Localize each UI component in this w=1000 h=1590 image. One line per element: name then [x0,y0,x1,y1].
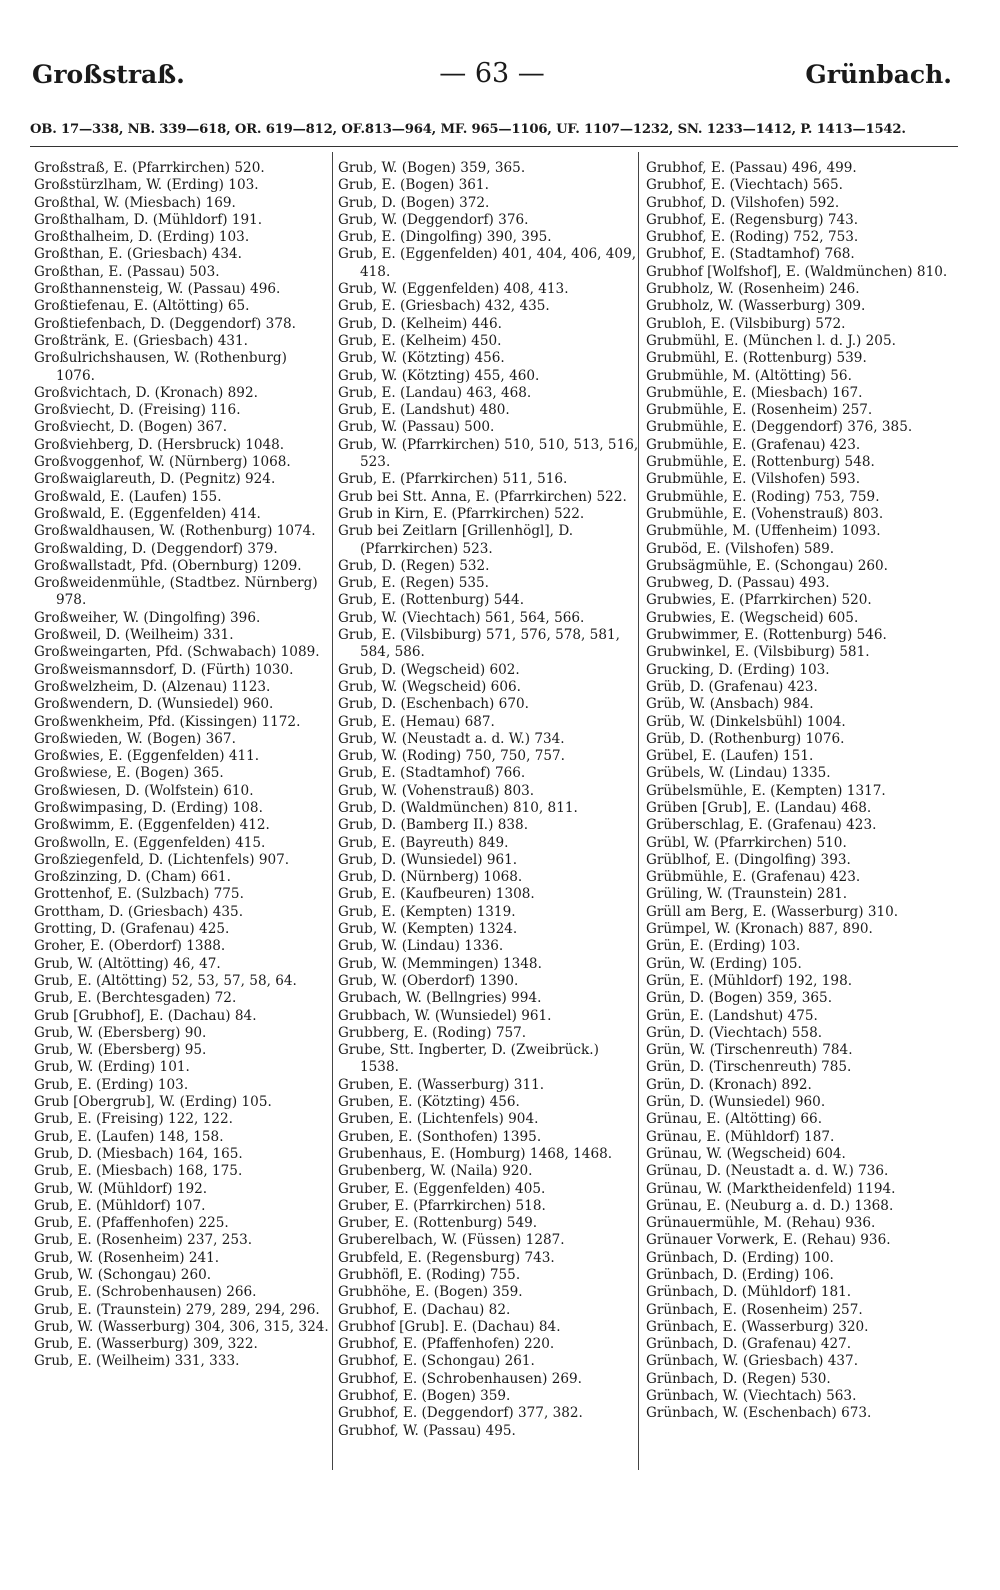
gazetteer-entry: Grüb, W. (Dinkelsbühl) 1004. [646,713,846,730]
gazetteer-entry: Grub, E. (Stadtamhof) 766. [338,765,526,782]
gazetteer-entry: Grub, D. (Wegscheid) 602. [338,661,520,678]
gazetteer-entry: Grub, W. (Erding) 101. [34,1059,190,1076]
gazetteer-entry: Grubmühl, E. (Rottenburg) 539. [646,350,867,367]
gazetteer-entry: Grünbach, W. (Eschenbach) 673. [646,1405,872,1422]
gazetteer-entry: Gruben, E. (Sonthofen) 1395. [338,1128,542,1145]
gazetteer-entry: Gruben, E. (Lichtenfels) 904. [338,1111,539,1128]
gazetteer-entry: Grünbach, W. (Griesbach) 437. [646,1353,859,1370]
gazetteer-entry: Grub, E. (Traunstein) 279, 289, 294, 296. [34,1301,320,1318]
gazetteer-entry: Grub, E. (Erding) 103. [34,1076,189,1093]
gazetteer-entry: Grün, E. (Landshut) 475. [646,1007,818,1024]
gazetteer-entry: Grüben [Grub], E. (Landau) 468. [646,799,872,816]
gazetteer-entry: Großthalheim, D. (Erding) 103. [34,229,250,246]
gazetteer-entry: Großviecht, D. (Freising) 116. [34,402,241,419]
gazetteer-entry: Grubloh, E. (Vilsbiburg) 572. [646,315,846,332]
gazetteer-entry: Grub, E. (Kelheim) 450. [338,332,502,349]
gazetteer-entry: Grub, W. (Ebersberg) 90. [34,1024,207,1041]
gazetteer-entry: Grün, D. (Wunsiedel) 960. [646,1094,826,1111]
gazetteer-entry: Grub, E. (Laufen) 148, 158. [34,1128,224,1145]
gazetteer-entry: Großwallstadt, Pfd. (Obernburg) 1209. [34,557,302,574]
gazetteer-entry: Grub bei Stt. Anna, E. (Pfarrkirchen) 522. [338,488,627,505]
gazetteer-entry: Grübelsmühle, E. (Kempten) 1317. [646,782,886,799]
gazetteer-entry: Grubbach, W. (Wunsiedel) 961. [338,1007,552,1024]
gazetteer-entry: Grün, D. (Viechtach) 558. [646,1024,823,1041]
gazetteer-entry: Großvoggenhof, W. (Nürnberg) 1068. [34,454,291,471]
gazetteer-entry: Großviehberg, D. (Hersbruck) 1048. [34,436,285,453]
gazetteer-entry: Grub, E. (Rosenheim) 237, 253. [34,1232,253,1249]
gazetteer-entry: Grünbach, D. (Erding) 106. [646,1267,834,1283]
gazetteer-entry: Grün, W. (Erding) 105. [646,955,802,972]
gazetteer-entry: Grub, E. (Pfarrkirchen) 511, 516. [338,471,568,488]
gazetteer-entry: Großstraß, E. (Pfarrkirchen) 520. [34,160,265,176]
gazetteer-entry: Grottham, D. (Griesbach) 435. [34,903,244,920]
entry-column-3 [646,160,952,1423]
gazetteer-entry: Grub, W. (Vohenstrauß) 803. [338,782,535,799]
gazetteer-entry: Grube, Stt. Ingberter, D. (Zweibrück.) 1538. [338,1042,599,1076]
gazetteer-entry: Grub, D. (Bogen) 372. [338,194,490,211]
gazetteer-entry: Grün, E. (Erding) 103. [646,938,801,955]
gazetteer-entry: Grub, D. (Miesbach) 164, 165. [34,1145,243,1162]
entry-column-2 [338,160,640,1440]
gazetteer-entry: Grub, W. (Wasserburg) 304, 306, 315, 324. [34,1318,329,1335]
gazetteer-entry: Grün, E. (Mühldorf) 192, 198. [646,972,853,989]
gazetteer-entry: Grünau, E. (Neuburg a. d. D.) 1368. [646,1197,894,1214]
gazetteer-entry: Großvichtach, D. (Kronach) 892. [34,384,258,401]
gazetteer-entry: Grub [Obergrub], W. (Erding) 105. [34,1094,272,1111]
gazetteer-entry: Grub, D. (Waldmünchen) 810, 811. [338,799,578,816]
gazetteer-entry: Großwenkheim, Pfd. (Kissingen) 1172. [34,713,301,730]
gazetteer-entry: Großweiher, W. (Dingolfing) 396. [34,609,261,626]
gazetteer-entry: Grünauer Vorwerk, E. (Rehau) 936. [646,1232,891,1249]
gazetteer-entry: Grub, E. (Eggenfelden) 401, 404, 406, 409, 418. [338,246,637,280]
gazetteer-entry: Grubhof [Grub]. E. (Dachau) 84. [338,1318,561,1335]
gazetteer-entry: Großthannensteig, W. (Passau) 496. [34,281,281,298]
gazetteer-entry: Großthal, W. (Miesbach) 169. [34,194,236,211]
gazetteer-entry: Grüling, W. (Traunstein) 281. [646,886,848,903]
gazetteer-entry: Grub, D. (Regen) 532. [338,557,490,574]
gazetteer-entry: Grubholz, W. (Wasserburg) 309. [646,298,866,315]
gazetteer-entry: Grubhof, E. (Dachau) 82. [338,1301,511,1318]
gazetteer-entry: Grubhof, E. (Pfaffenhofen) 220. [338,1336,555,1353]
gazetteer-entry: Grubhof, E. (Roding) 752, 753. [646,229,859,246]
gazetteer-entry: Großwies, E. (Eggenfelden) 411. [34,748,260,765]
gazetteer-entry: Grünbach, D. (Mühldorf) 181. [646,1284,852,1301]
gazetteer-entry: Grub, E. (Landshut) 480. [338,402,510,419]
gazetteer-entry: Grubhof, E. (Passau) 496, 499. [646,160,857,176]
gazetteer-entry: Grünau, W. (Wegscheid) 604. [646,1145,846,1162]
gazetteer-entry: Grubberg, E. (Roding) 757. [338,1024,527,1041]
gazetteer-entry: Grub, W. (Kempten) 1324. [338,921,518,938]
gazetteer-entry: Großviecht, D. (Bogen) 367. [34,419,228,436]
gazetteer-entry: Grub, W. (Wegscheid) 606. [338,678,521,695]
header-rule [30,146,958,147]
gazetteer-entry: Grub, W. (Schongau) 260. [34,1267,212,1283]
district-range-legend: OB. 17—338, NB. 339—618, OR. 619—812, OF.813—964, MF. 965—1106, UF. 1107—1232, SN. 1233—1412, P. 1413—1542. [30,122,906,137]
page-header [32,56,952,100]
gazetteer-entry: Grubhof, W. (Passau) 495. [338,1422,516,1439]
gazetteer-entry: Grüblhof, E. (Dingolfing) 393. [646,851,851,868]
gazetteer-entry: Großtiefenbach, D. (Deggendorf) 378. [34,315,296,332]
gazetteer-entry: Großzinzing, D. (Cham) 661. [34,869,231,886]
gazetteer-entry: Gruber, E. (Rottenburg) 549. [338,1215,538,1232]
gazetteer-entry: Grüb, W. (Ansbach) 984. [646,696,814,713]
gazetteer-entry: Grub bei Zeitlarn [Grillenhögl], D. (Pfarrkirchen) 523. [338,523,574,557]
gazetteer-entry: Grüb, D. (Grafenau) 423. [646,678,818,695]
gazetteer-entry: Grünbach, W. (Viechtach) 563. [646,1388,857,1405]
gazetteer-entry: Großwiesen, D. (Wolfstein) 610. [34,782,254,799]
gazetteer-entry: Grubweg, D. (Passau) 493. [646,575,830,592]
gazetteer-entry: Grubhof, E. (Schrobenhausen) 269. [338,1370,582,1387]
gazetteer-entry: Großtiefenau, E. (Altötting) 65. [34,298,250,315]
gazetteer-entry: Grubach, W. (Bellngries) 994. [338,990,542,1007]
gazetteer-entry: Gruböd, E. (Vilshofen) 589. [646,540,835,557]
gazetteer-entry: Grub, W. (Ebersberg) 95. [34,1042,207,1059]
gazetteer-entry: Grub, W. (Viechtach) 561, 564, 566. [338,609,585,626]
gazetteer-entry: Grubmühle, E. (Vohenstrauß) 803. [646,505,884,522]
gazetteer-entry: Grottenhof, E. (Sulzbach) 775. [34,886,244,903]
gazetteer-entry: Großthan, E. (Passau) 503. [34,263,220,280]
running-head-left: Großstraß. [32,60,185,89]
gazetteer-entry: Grümpel, W. (Kronach) 887, 890. [646,921,873,938]
gazetteer-entry: Großwaldhausen, W. (Rothenburg) 1074. [34,523,316,540]
gazetteer-entry: Grün, D. (Tirschenreuth) 785. [646,1059,852,1076]
gazetteer-entry: Grubhof, D. (Vilshofen) 592. [646,194,840,211]
gazetteer-entry: Grub, E. (Mühldorf) 107. [34,1197,206,1214]
gazetteer-entry: Großweingarten, Pfd. (Schwabach) 1089. [34,644,320,661]
gazetteer-entry: Grünauermühle, M. (Rehau) 936. [646,1215,876,1232]
running-head-right: Grünbach. [805,60,952,89]
gazetteer-entry: Großwendern, D. (Wunsiedel) 960. [34,696,274,713]
column-divider [332,152,333,1470]
gazetteer-entry: Grünbach, D. (Grafenau) 427. [646,1336,852,1353]
gazetteer-entry: Grünau, W. (Marktheidenfeld) 1194. [646,1180,896,1197]
gazetteer-entry: Grubhof, E. (Deggendorf) 377, 382. [338,1405,583,1422]
gazetteer-entry: Grub, E. (Wasserburg) 309, 322. [34,1336,258,1353]
gazetteer-entry: Grub, E. (Vilsbiburg) 571, 576, 578, 581, 584, 586. [338,627,620,661]
gazetteer-entry: Grubmühle, E. (Rosenheim) 257. [646,402,873,419]
gazetteer-entry: Großstürzlham, W. (Erding) 103. [34,177,259,194]
gazetteer-entry: Grubenberg, W. (Naila) 920. [338,1163,533,1180]
gazetteer-entry: Grubmühle, M. (Altötting) 56. [646,367,852,384]
gazetteer-entry: Grub, W. (Mühldorf) 192. [34,1180,208,1197]
gazetteer-entry: Grub, W. (Pfarrkirchen) 510, 510, 513, 516, 523. [338,436,639,471]
gazetteer-entry: Grub [Grubhof], E. (Dachau) 84. [34,1007,257,1024]
gazetteer-entry: Grub, W. (Neustadt a. d. W.) 734. [338,730,565,747]
gazetteer-entry: Grün, D. (Bogen) 359, 365. [646,990,833,1007]
gazetteer-entry: Grubhöfl, E. (Roding) 755. [338,1267,521,1283]
gazetteer-entry: Grub, E. (Kaufbeuren) 1308. [338,886,535,903]
gazetteer-entry: Grub, E. (Griesbach) 432, 435. [338,298,550,315]
gazetteer-entry: Großthan, E. (Griesbach) 434. [34,246,243,263]
gazetteer-entry: Grub, W. (Memmingen) 1348. [338,955,542,972]
gazetteer-entry: Grubmühle, E. (Deggendorf) 376, 385. [646,419,913,436]
gazetteer-entry: Grünau, E. (Mühldorf) 187. [646,1128,835,1145]
gazetteer-entry: Grünbach, D. (Erding) 100. [646,1249,834,1266]
gazetteer-entry: Grubwinkel, E. (Vilsbiburg) 581. [646,644,870,661]
gazetteer-entry: Grub, D. (Bamberg II.) 838. [338,817,529,834]
gazetteer-entry: Grubmühle, E. (Roding) 753, 759. [646,488,880,505]
gazetteer-entry: Grub, D. (Nürnberg) 1068. [338,869,523,886]
gazetteer-entry: Grub, E. (Weilheim) 331, 333. [34,1353,240,1370]
gazetteer-entry: Großwald, E. (Laufen) 155. [34,488,222,505]
gazetteer-entry: Grubhöhe, E. (Bogen) 359. [338,1284,523,1301]
gazetteer-entry: Grübel, E. (Laufen) 151. [646,748,814,765]
gazetteer-entry: Grub, W. (Kötzting) 455, 460. [338,367,540,384]
gazetteer-entry: Grün, W. (Tirschenreuth) 784. [646,1042,853,1059]
gazetteer-entry: Grub, D. (Kelheim) 446. [338,315,502,332]
gazetteer-entry: Großthalham, D. (Mühldorf) 191. [34,211,263,228]
gazetteer-entry: Grub, W. (Passau) 500. [338,419,495,436]
gazetteer-entry: Großziegenfeld, D. (Lichtenfels) 907. [34,851,290,868]
gazetteer-entry: Großweismannsdorf, D. (Fürth) 1030. [34,661,294,678]
gazetteer-entry: Großwald, E. (Eggenfelden) 414. [34,505,261,522]
gazetteer-entry: Großweil, D. (Weilheim) 331. [34,627,234,644]
gazetteer-entry: Grubenhaus, E. (Homburg) 1468, 1468. [338,1145,613,1162]
gazetteer-entry: Grubhof, E. (Schongau) 261. [338,1353,535,1370]
gazetteer-entry: Grünau, D. (Neustadt a. d. W.) 736. [646,1163,889,1180]
gazetteer-entry: Grub, E. (Berchtesgaden) 72. [34,990,237,1007]
gazetteer-entry: Grub, D. (Wunsiedel) 961. [338,851,518,868]
gazetteer-entry: Großwalding, D. (Deggendorf) 379. [34,540,278,557]
gazetteer-entry: Grüb, D. (Rothenburg) 1076. [646,730,845,747]
gazetteer-entry: Großtränk, E. (Griesbach) 431. [34,332,248,349]
gazetteer-entry: Grüll am Berg, E. (Wasserburg) 310. [646,903,899,920]
gazetteer-entry: Grubmühl, E. (München l. d. J.) 205. [646,332,896,349]
gazetteer-entry: Grubsägmühle, E. (Schongau) 260. [646,557,888,574]
entry-column-1 [34,160,330,1371]
gazetteer-entry: Großweidenmühle, (Stadtbez. Nürnberg) 978. [34,575,318,609]
page-number: — 63 — [439,58,545,89]
gazetteer-entry: Grub, E. (Dingolfing) 390, 395. [338,229,552,246]
gazetteer-entry: Groher, E. (Oberdorf) 1388. [34,938,226,955]
gazetteer-entry: Grübl, W. (Pfarrkirchen) 510. [646,834,847,851]
gazetteer-entry: Grubholz, W. (Rosenheim) 246. [646,281,860,298]
gazetteer-entry: Grünbach, E. (Wasserburg) 320. [646,1318,869,1335]
gazetteer-entry: Grubmühle, E. (Vilshofen) 593. [646,471,861,488]
gazetteer-entry: Großwolln, E. (Eggenfelden) 415. [34,834,266,851]
gazetteer-entry: Grub, E. (Bayreuth) 849. [338,834,509,851]
gazetteer-entry: Großwimm, E. (Eggenfelden) 412. [34,817,270,834]
gazetteer-entry: Grub, E. (Altötting) 52, 53, 57, 58, 64. [34,972,297,989]
gazetteer-entry: Grüberschlag, E. (Grafenau) 423. [646,817,877,834]
gazetteer-entry: Grub, W. (Oberdorf) 1390. [338,972,519,989]
gazetteer-entry: Grübmühle, E. (Grafenau) 423. [646,869,861,886]
gazetteer-entry: Grub, E. (Bogen) 361. [338,177,489,194]
gazetteer-entry: Großulrichshausen, W. (Rothenburg) 1076. [34,350,287,384]
gazetteer-entry: Grubmühle, M. (Uffenheim) 1093. [646,523,881,540]
gazetteer-entry: Grucking, D. (Erding) 103. [646,661,830,678]
gazetteer-entry: Grub, W. (Deggendorf) 376. [338,211,529,228]
gazetteer-entry: Grub, W. (Eggenfelden) 408, 413. [338,281,569,298]
gazetteer-entry: Grub, W. (Roding) 750, 750, 757. [338,748,565,765]
gazetteer-entry: Grub, E. (Landau) 463, 468. [338,384,532,401]
gazetteer-entry: Grün, D. (Kronach) 892. [646,1076,812,1093]
gazetteer-entry: Grub, E. (Regen) 535. [338,575,489,592]
gazetteer-entry: Gruben, E. (Kötzting) 456. [338,1094,520,1111]
gazetteer-entry: Grubmühle, E. (Grafenau) 423. [646,436,861,453]
gazetteer-entry: Grub in Kirn, E. (Pfarrkirchen) 522. [338,505,585,522]
gazetteer-entry: Grubmühle, E. (Miesbach) 167. [646,384,863,401]
gazetteer-entry: Grub, W. (Rosenheim) 241. [34,1249,220,1266]
gazetteer-entry: Gruber, E. (Eggenfelden) 405. [338,1180,546,1197]
gazetteer-entry: Grubfeld, E. (Regensburg) 743. [338,1249,555,1266]
gazetteer-entry: Gruben, E. (Wasserburg) 311. [338,1076,545,1093]
gazetteer-entry: Grub, W. (Altötting) 46, 47. [34,955,221,972]
gazetteer-entry: Grubhof [Wolfshof], E. (Waldmünchen) 810. [646,263,948,280]
gazetteer-entry: Grubhof, E. (Regensburg) 743. [646,211,859,228]
gazetteer-entry: Grub, E. (Pfaffenhofen) 225. [34,1215,229,1232]
gazetteer-entry: Grub, E. (Kempten) 1319. [338,903,516,920]
gazetteer-entry: Grubhof, E. (Viechtach) 565. [646,177,843,194]
gazetteer-entry: Grubwimmer, E. (Rottenburg) 546. [646,627,887,644]
gazetteer-entry: Grubwies, E. (Pfarrkirchen) 520. [646,592,872,609]
gazetteer-entry: Grünbach, D. (Regen) 530. [646,1370,831,1387]
gazetteer-entry: Grub, E. (Hemau) 687. [338,713,495,730]
gazetteer-entry: Gruber, E. (Pfarrkirchen) 518. [338,1197,546,1214]
gazetteer-entry: Grub, W. (Bogen) 359, 365. [338,160,526,176]
gazetteer-entry: Grub, E. (Schrobenhausen) 266. [34,1284,257,1301]
gazetteer-entry: Großwaiglareuth, D. (Pegnitz) 924. [34,471,276,488]
gazetteer-entry: Großwieden, W. (Bogen) 367. [34,730,236,747]
gazetteer-entry: Grub, E. (Rottenburg) 544. [338,592,525,609]
gazetteer-entry: Großwimpasing, D. (Erding) 108. [34,799,263,816]
gazetteer-entry: Grub, W. (Kötzting) 456. [338,350,505,367]
gazetteer-entry: Grub, D. (Eschenbach) 670. [338,696,529,713]
gazetteer-entry: Grubwies, E. (Wegscheid) 605. [646,609,859,626]
gazetteer-entry: Grubmühle, E. (Rottenburg) 548. [646,454,875,471]
gazetteer-entry: Grotting, D. (Grafenau) 425. [34,921,230,938]
gazetteer-entry: Großwiese, E. (Bogen) 365. [34,765,224,782]
gazetteer-entry: Grubhof, E. (Bogen) 359. [338,1388,511,1405]
gazetteer-entry: Grub, E. (Freising) 122, 122. [34,1111,233,1128]
gazetteer-entry: Grünbach, E. (Rosenheim) 257. [646,1301,863,1318]
gazetteer-entry: Großwelzheim, D. (Alzenau) 1123. [34,678,271,695]
gazetteer-entry: Grubhof, E. (Stadtamhof) 768. [646,246,855,263]
gazetteer-entry: Grübels, W. (Lindau) 1335. [646,765,831,782]
gazetteer-entry: Grünau, E. (Altötting) 66. [646,1111,823,1128]
gazetteer-entry: Grub, W. (Lindau) 1336. [338,938,504,955]
gazetteer-entry: Gruberelbach, W. (Füssen) 1287. [338,1232,565,1249]
gazetteer-entry: Grub, E. (Miesbach) 168, 175. [34,1163,243,1180]
